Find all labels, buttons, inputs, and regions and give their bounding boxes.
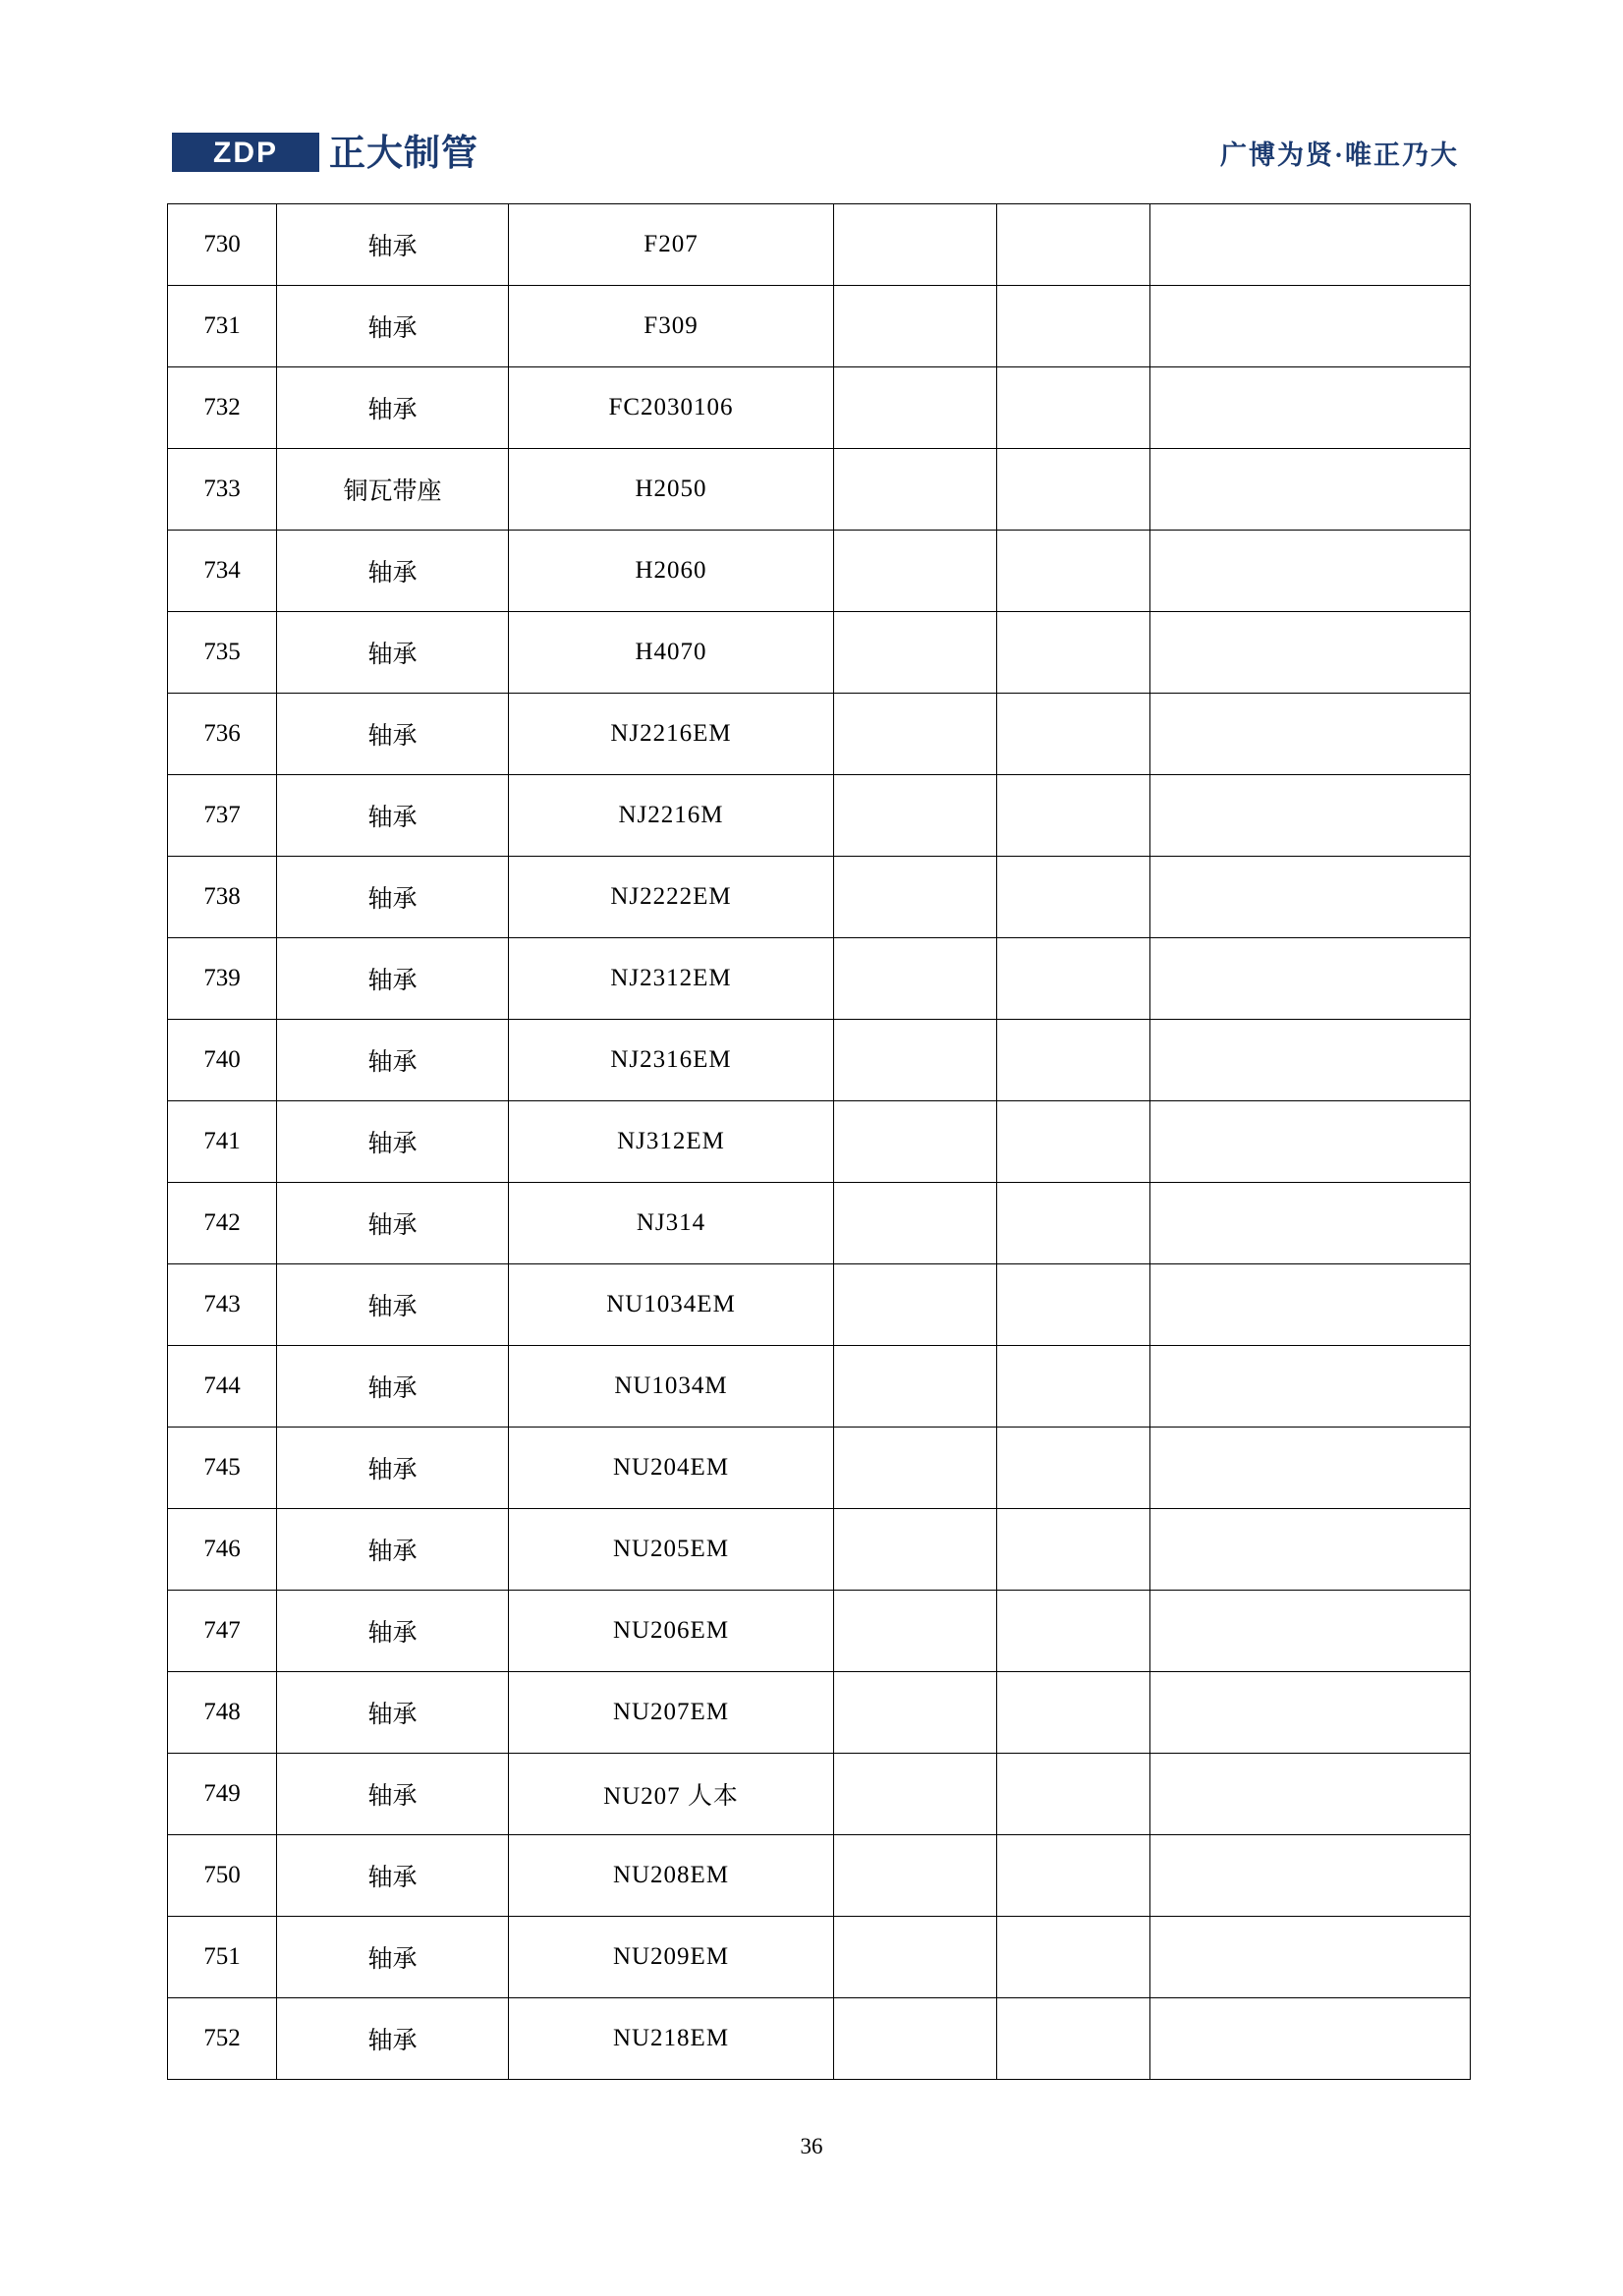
- cell-name: 铜瓦带座: [277, 449, 509, 531]
- cell-index: 733: [168, 449, 277, 531]
- cell-index: 751: [168, 1917, 277, 1998]
- table-row: [168, 1183, 1471, 1264]
- cell-empty-3: [1150, 1835, 1471, 1917]
- cell-model: NJ2222EM: [509, 857, 834, 938]
- cell-empty-3: [1150, 612, 1471, 694]
- cell-model: NJ314: [509, 1183, 834, 1264]
- cell-empty-2: [997, 1183, 1150, 1264]
- cell-empty-2: [997, 367, 1150, 449]
- cell-name: 轴承: [277, 775, 509, 857]
- cell-index: 730: [168, 204, 277, 286]
- cell-name: 轴承: [277, 531, 509, 612]
- cell-empty-2: [997, 1754, 1150, 1835]
- cell-empty-2: [997, 1020, 1150, 1101]
- cell-empty-1: [834, 531, 997, 612]
- table-row: [168, 1509, 1471, 1591]
- cell-empty-1: [834, 1672, 997, 1754]
- company-slogan: 广博为贤·唯正乃大: [1219, 140, 1459, 170]
- cell-empty-1: [834, 1591, 997, 1672]
- table-row: [168, 857, 1471, 938]
- parts-table: [167, 203, 1471, 2080]
- cell-empty-3: [1150, 367, 1471, 449]
- cell-empty-2: [997, 1101, 1150, 1183]
- company-logo: [172, 130, 478, 175]
- table-row: [168, 1835, 1471, 1917]
- cell-index: 737: [168, 775, 277, 857]
- table-row: [168, 531, 1471, 612]
- cell-index: 745: [168, 1428, 277, 1509]
- cell-empty-2: [997, 775, 1150, 857]
- cell-index: 742: [168, 1183, 277, 1264]
- cell-empty-3: [1150, 1917, 1471, 1998]
- page-number: 36: [800, 2134, 823, 2158]
- cell-name: 轴承: [277, 1835, 509, 1917]
- cell-name: 轴承: [277, 1672, 509, 1754]
- cell-index: 749: [168, 1754, 277, 1835]
- cell-empty-1: [834, 1428, 997, 1509]
- table-row: [168, 694, 1471, 775]
- cell-model: F207: [509, 204, 834, 286]
- table-row: [168, 1754, 1471, 1835]
- cell-empty-3: [1150, 204, 1471, 286]
- table-row: [168, 204, 1471, 286]
- cell-empty-1: [834, 775, 997, 857]
- cell-model: FC2030106: [509, 367, 834, 449]
- cell-name: 轴承: [277, 1101, 509, 1183]
- table-row: [168, 1264, 1471, 1346]
- cell-index: 740: [168, 1020, 277, 1101]
- page-header: [172, 118, 1459, 187]
- cell-name: 轴承: [277, 1428, 509, 1509]
- cell-name: 轴承: [277, 612, 509, 694]
- table-row: [168, 286, 1471, 367]
- cell-empty-3: [1150, 1998, 1471, 2080]
- cell-empty-3: [1150, 775, 1471, 857]
- cell-empty-2: [997, 1509, 1150, 1591]
- cell-empty-3: [1150, 1346, 1471, 1428]
- cell-model: F309: [509, 286, 834, 367]
- cell-empty-3: [1150, 857, 1471, 938]
- table-row: [168, 1998, 1471, 2080]
- cell-empty-2: [997, 1998, 1150, 2080]
- cell-empty-1: [834, 938, 997, 1020]
- cell-empty-2: [997, 857, 1150, 938]
- table-row: [168, 1428, 1471, 1509]
- cell-index: 744: [168, 1346, 277, 1428]
- cell-name: 轴承: [277, 694, 509, 775]
- cell-empty-3: [1150, 1754, 1471, 1835]
- cell-empty-1: [834, 1754, 997, 1835]
- cell-empty-2: [997, 531, 1150, 612]
- cell-index: 739: [168, 938, 277, 1020]
- cell-empty-1: [834, 367, 997, 449]
- cell-model: NJ2312EM: [509, 938, 834, 1020]
- table-row: [168, 612, 1471, 694]
- cell-empty-3: [1150, 1264, 1471, 1346]
- cell-name: 轴承: [277, 1346, 509, 1428]
- cell-empty-3: [1150, 449, 1471, 531]
- cell-name: 轴承: [277, 1754, 509, 1835]
- cell-name: 轴承: [277, 204, 509, 286]
- company-name: 正大制管: [329, 132, 478, 173]
- svg-text:ZDP: ZDP: [213, 137, 278, 169]
- cell-model: NJ2216M: [509, 775, 834, 857]
- cell-empty-2: [997, 204, 1150, 286]
- cell-index: 736: [168, 694, 277, 775]
- cell-index: 738: [168, 857, 277, 938]
- cell-empty-3: [1150, 531, 1471, 612]
- cell-empty-1: [834, 204, 997, 286]
- cell-index: 747: [168, 1591, 277, 1672]
- cell-empty-3: [1150, 1101, 1471, 1183]
- cell-empty-1: [834, 694, 997, 775]
- cell-model: NJ2216EM: [509, 694, 834, 775]
- cell-model: NU207EM: [509, 1672, 834, 1754]
- cell-empty-3: [1150, 694, 1471, 775]
- cell-index: 752: [168, 1998, 277, 2080]
- cell-model: NU206EM: [509, 1591, 834, 1672]
- table-row: [168, 1591, 1471, 1672]
- cell-index: 735: [168, 612, 277, 694]
- table-row: [168, 1917, 1471, 1998]
- cell-empty-2: [997, 612, 1150, 694]
- cell-name: 轴承: [277, 1264, 509, 1346]
- cell-model: NU1034EM: [509, 1264, 834, 1346]
- cell-empty-2: [997, 1835, 1150, 1917]
- parts-table-body: [168, 204, 1471, 2080]
- cell-name: 轴承: [277, 1020, 509, 1101]
- table-row: [168, 775, 1471, 857]
- table-row: [168, 449, 1471, 531]
- zdp-logo-icon: [172, 130, 319, 175]
- cell-name: 轴承: [277, 1183, 509, 1264]
- cell-model: NU209EM: [509, 1917, 834, 1998]
- cell-empty-3: [1150, 1428, 1471, 1509]
- table-row: [168, 1101, 1471, 1183]
- cell-name: 轴承: [277, 1591, 509, 1672]
- cell-empty-1: [834, 1917, 997, 1998]
- cell-model: NU204EM: [509, 1428, 834, 1509]
- cell-empty-1: [834, 449, 997, 531]
- cell-empty-2: [997, 694, 1150, 775]
- cell-empty-3: [1150, 1591, 1471, 1672]
- cell-empty-1: [834, 1183, 997, 1264]
- cell-empty-3: [1150, 286, 1471, 367]
- table-row: [168, 367, 1471, 449]
- cell-empty-2: [997, 1672, 1150, 1754]
- cell-empty-1: [834, 1835, 997, 1917]
- cell-empty-1: [834, 857, 997, 938]
- cell-empty-2: [997, 286, 1150, 367]
- cell-empty-2: [997, 1346, 1150, 1428]
- table-row: [168, 1672, 1471, 1754]
- table-row: [168, 938, 1471, 1020]
- cell-model: NJ312EM: [509, 1101, 834, 1183]
- cell-index: 743: [168, 1264, 277, 1346]
- cell-empty-1: [834, 1346, 997, 1428]
- cell-model: NU208EM: [509, 1835, 834, 1917]
- table-row: [168, 1346, 1471, 1428]
- cell-model: H2060: [509, 531, 834, 612]
- cell-model: NU205EM: [509, 1509, 834, 1591]
- cell-index: 732: [168, 367, 277, 449]
- cell-empty-3: [1150, 938, 1471, 1020]
- cell-name: 轴承: [277, 1509, 509, 1591]
- cell-index: 748: [168, 1672, 277, 1754]
- cell-empty-3: [1150, 1672, 1471, 1754]
- cell-name: 轴承: [277, 857, 509, 938]
- cell-index: 750: [168, 1835, 277, 1917]
- cell-model: H4070: [509, 612, 834, 694]
- cell-model: NU218EM: [509, 1998, 834, 2080]
- cell-model: NJ2316EM: [509, 1020, 834, 1101]
- cell-empty-1: [834, 1264, 997, 1346]
- cell-empty-2: [997, 1264, 1150, 1346]
- table-row: [168, 1020, 1471, 1101]
- cell-name: 轴承: [277, 938, 509, 1020]
- cell-index: 741: [168, 1101, 277, 1183]
- cell-model: NU207 人本: [509, 1754, 834, 1835]
- cell-index: 731: [168, 286, 277, 367]
- cell-model: NU1034M: [509, 1346, 834, 1428]
- cell-empty-2: [997, 449, 1150, 531]
- cell-empty-2: [997, 1591, 1150, 1672]
- cell-index: 734: [168, 531, 277, 612]
- cell-empty-3: [1150, 1183, 1471, 1264]
- cell-empty-2: [997, 1428, 1150, 1509]
- cell-empty-2: [997, 1917, 1150, 1998]
- cell-empty-2: [997, 938, 1150, 1020]
- cell-empty-1: [834, 1509, 997, 1591]
- cell-empty-3: [1150, 1509, 1471, 1591]
- cell-index: 746: [168, 1509, 277, 1591]
- cell-name: 轴承: [277, 286, 509, 367]
- cell-empty-1: [834, 286, 997, 367]
- cell-empty-1: [834, 1101, 997, 1183]
- cell-empty-3: [1150, 1020, 1471, 1101]
- cell-model: H2050: [509, 449, 834, 531]
- cell-empty-1: [834, 1020, 997, 1101]
- cell-empty-1: [834, 612, 997, 694]
- cell-name: 轴承: [277, 1998, 509, 2080]
- cell-empty-1: [834, 1998, 997, 2080]
- cell-name: 轴承: [277, 1917, 509, 1998]
- cell-name: 轴承: [277, 367, 509, 449]
